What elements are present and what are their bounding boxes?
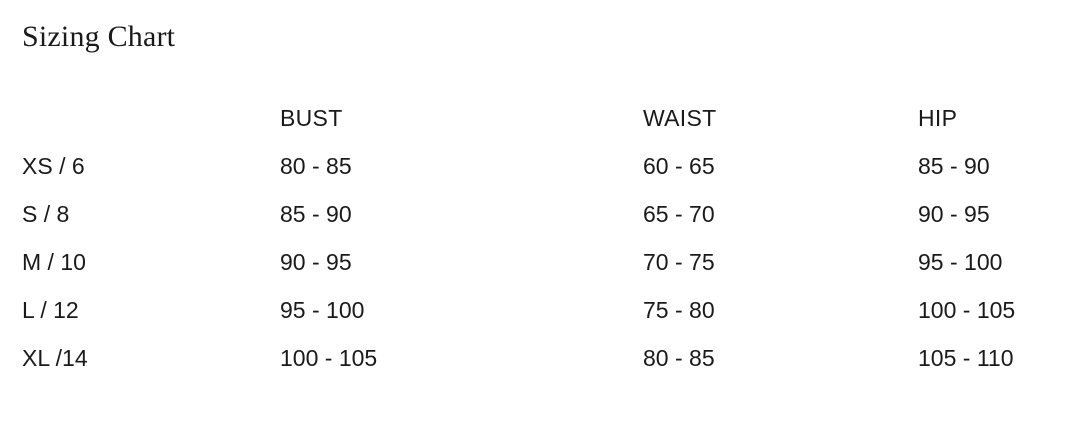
table-header-row (22, 105, 1070, 153)
cell-bust: 95 - 100 (280, 297, 365, 323)
cell-bust: 100 - 105 (280, 345, 378, 371)
table-row (22, 201, 1070, 249)
table-row (22, 153, 1070, 201)
column-header-waist: WAIST (643, 105, 717, 131)
cell-size: XL /14 (22, 345, 88, 371)
cell-bust: 85 - 90 (280, 201, 352, 227)
cell-hip: 90 - 95 (918, 201, 990, 227)
cell-size: S / 8 (22, 201, 70, 227)
column-header-bust: BUST (280, 105, 343, 131)
cell-bust: 80 - 85 (280, 153, 352, 179)
table-row (22, 345, 1070, 393)
cell-size: M / 10 (22, 249, 86, 275)
column-header-hip: HIP (918, 105, 958, 131)
cell-hip: 100 - 105 (918, 297, 1016, 323)
cell-waist: 65 - 70 (643, 201, 715, 227)
cell-hip: 105 - 110 (918, 345, 1014, 371)
cell-size: L / 12 (22, 297, 79, 323)
cell-waist: 70 - 75 (643, 249, 715, 275)
cell-waist: 60 - 65 (643, 153, 715, 179)
cell-size: XS / 6 (22, 153, 85, 179)
page-title: Sizing Chart (22, 20, 176, 53)
cell-hip: 85 - 90 (918, 153, 990, 179)
cell-waist: 75 - 80 (643, 297, 715, 323)
cell-hip: 95 - 100 (918, 249, 1003, 275)
table-row (22, 249, 1070, 297)
cell-waist: 80 - 85 (643, 345, 715, 371)
cell-bust: 90 - 95 (280, 249, 352, 275)
table-row (22, 297, 1070, 345)
sizing-table (22, 105, 1070, 393)
